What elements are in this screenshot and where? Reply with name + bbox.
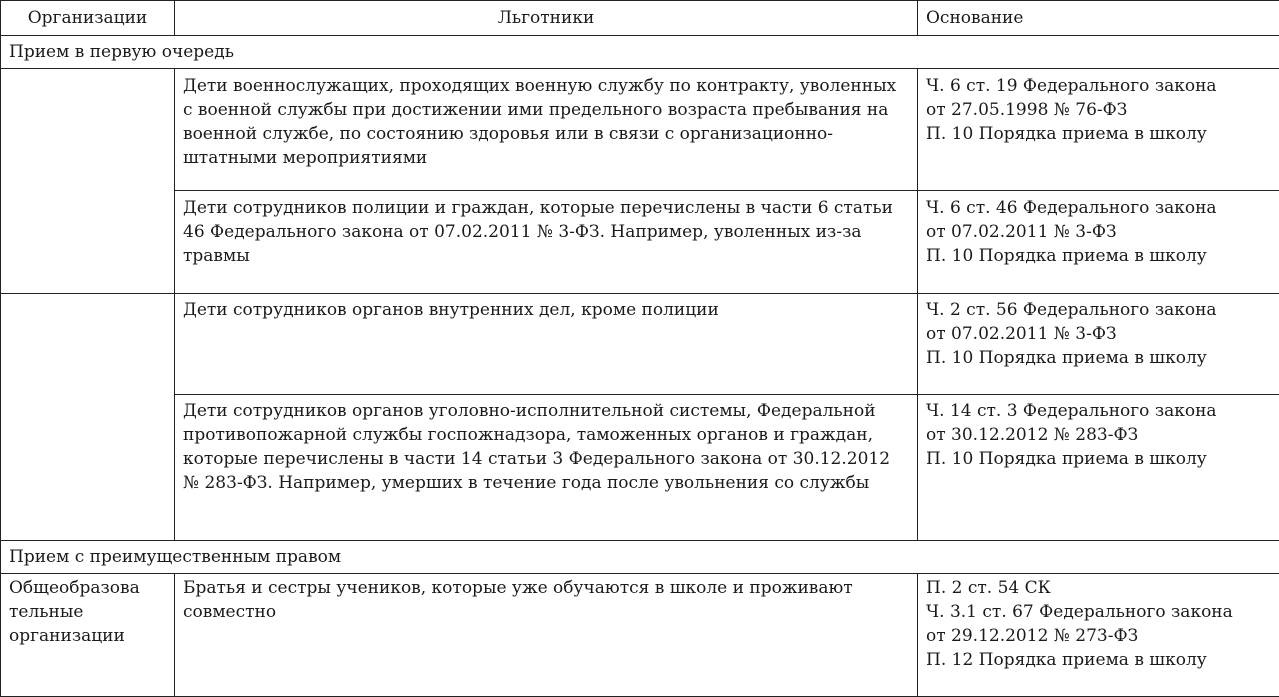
basis-cell: Ч. 2 ст. 56 Федерального закона от 07.02.2011 № 3-ФЗ П. 10 Порядка приема в школу — [918, 294, 1279, 395]
table-header-row — [1, 1, 1279, 36]
section-row-preferential — [1, 541, 1279, 574]
section-title: Прием в первую очередь — [1, 36, 1279, 69]
table-row — [1, 395, 1279, 541]
org-cell: Общеобразова тельные организации — [1, 574, 175, 697]
beneficiaries-cell: Дети сотрудников полиции и граждан, которые перечислены в части 6 статьи 46 Федерального закона от 07.02.2011 № 3-ФЗ. Например, уволенных из-за травмы — [175, 191, 918, 294]
beneficiaries-cell: Дети сотрудников органов уголовно-исполнительной системы, Федеральной противопожарной службы госпожнадзора, таможенных органов и граждан, которые перечислены в части 14 статьи 3 Федерального закона от 30.12.2012 № 283-ФЗ. Например, умерших в течение года после увольнения со службы — [175, 395, 918, 541]
org-cell — [1, 294, 175, 541]
org-cell — [1, 69, 175, 294]
table-row — [1, 69, 1279, 191]
basis-cell: Ч. 6 ст. 19 Федерального закона от 27.05.1998 № 76-ФЗ П. 10 Порядка приема в школу — [918, 69, 1279, 191]
column-header-beneficiaries: Льготники — [175, 1, 918, 36]
beneficiaries-cell: Дети военнослужащих, проходящих военную службу по контракту, уволенных с военной службы при достижении ими предельного возраста пребывания на военной службе, по состоянию здоровья или в связи с организационно-штатными мероприятиями — [175, 69, 918, 191]
table-row — [1, 574, 1279, 697]
beneficiaries-cell: Братья и сестры учеников, которые уже обучаются в школе и проживают совместно — [175, 574, 918, 697]
section-title: Прием с преимущественным правом — [1, 541, 1279, 574]
section-row-first-priority — [1, 36, 1279, 69]
basis-cell: Ч. 14 ст. 3 Федерального закона от 30.12.2012 № 283-ФЗ П. 10 Порядка приема в школу — [918, 395, 1279, 541]
beneficiaries-cell: Дети сотрудников органов внутренних дел, кроме полиции — [175, 294, 918, 395]
column-header-organizations: Организации — [1, 1, 175, 36]
table-row — [1, 294, 1279, 395]
column-header-basis: Основание — [918, 1, 1279, 36]
basis-cell: Ч. 6 ст. 46 Федерального закона от 07.02.2011 № 3-ФЗ П. 10 Порядка приема в школу — [918, 191, 1279, 294]
table-row — [1, 191, 1279, 294]
basis-cell: П. 2 ст. 54 СК Ч. 3.1 ст. 67 Федерального закона от 29.12.2012 № 273-ФЗ П. 12 Порядка приема в школу — [918, 574, 1279, 697]
